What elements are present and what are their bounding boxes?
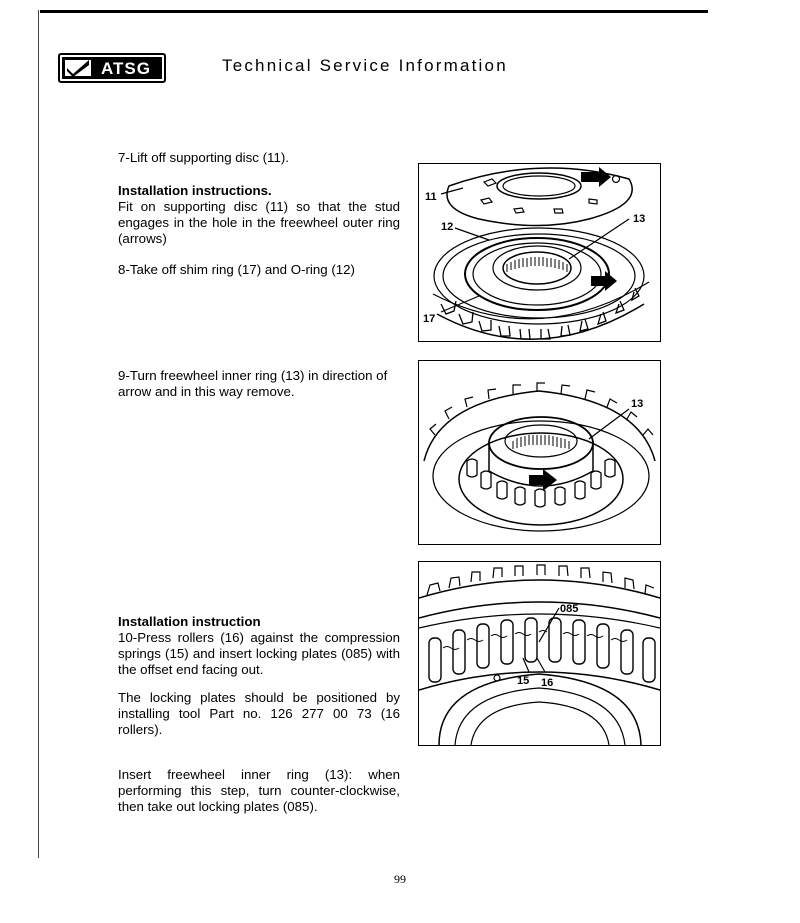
insert-inner-ring-note (118, 767, 400, 815)
label-12: 12 (441, 221, 454, 233)
label-17: 17 (423, 313, 436, 325)
locking-plates-illustration (419, 562, 660, 745)
label-13: 13 (633, 213, 646, 225)
installation-heading-1: Installation instructions. (118, 183, 272, 198)
figure-supporting-disc (418, 163, 661, 342)
step-9 (118, 368, 400, 400)
inner-ring-illustration (419, 361, 660, 544)
step-9-text: 9-Turn freewheel inner ring (13) in direction of arrow and in this way remove. (118, 368, 388, 399)
left-margin-rule (38, 10, 39, 858)
installation-instructions-2 (118, 614, 400, 678)
atsg-logo (58, 53, 166, 83)
figure-inner-ring (418, 360, 661, 545)
step-10-text: 10-Press rollers (16) against the compression springs (15) and insert locking plates (085) with the offset end facing out. (118, 630, 400, 677)
installation-text-1: Fit on supporting disc (11) so that the stud engages in the hole in the freewheel outer ring (arrows) (118, 199, 400, 246)
label-085: 085 (560, 603, 579, 615)
installation-instructions-1 (118, 183, 400, 247)
page-title: Technical Service Information (222, 56, 508, 75)
top-rule (40, 10, 708, 13)
step-7 (118, 150, 400, 166)
locking-plates-note (118, 690, 400, 738)
supporting-disc-illustration (419, 164, 660, 341)
label-16: 16 (541, 677, 554, 689)
label-13-fig2: 13 (631, 398, 644, 410)
step-8-text: 8-Take off shim ring (17) and O-ring (12) (118, 262, 355, 277)
figure-locking-plates (418, 561, 661, 746)
label-15: 15 (517, 675, 530, 687)
installation-heading-2: Installation instruction (118, 614, 261, 629)
label-11: 11 (425, 191, 437, 203)
logo-text: ATSG (101, 59, 151, 78)
step-8 (118, 262, 400, 278)
page-number: 99 (394, 872, 406, 886)
step-7-text: 7-Lift off supporting disc (11). (118, 150, 289, 165)
insert-inner-ring-text: Insert freewheel inner ring (13): when performing this step, turn counter-clockwise, then take out locking plates (085). (118, 767, 400, 814)
locking-plates-text: The locking plates should be positioned by installing tool Part no. 126 277 00 73 (16 rollers). (118, 690, 400, 737)
